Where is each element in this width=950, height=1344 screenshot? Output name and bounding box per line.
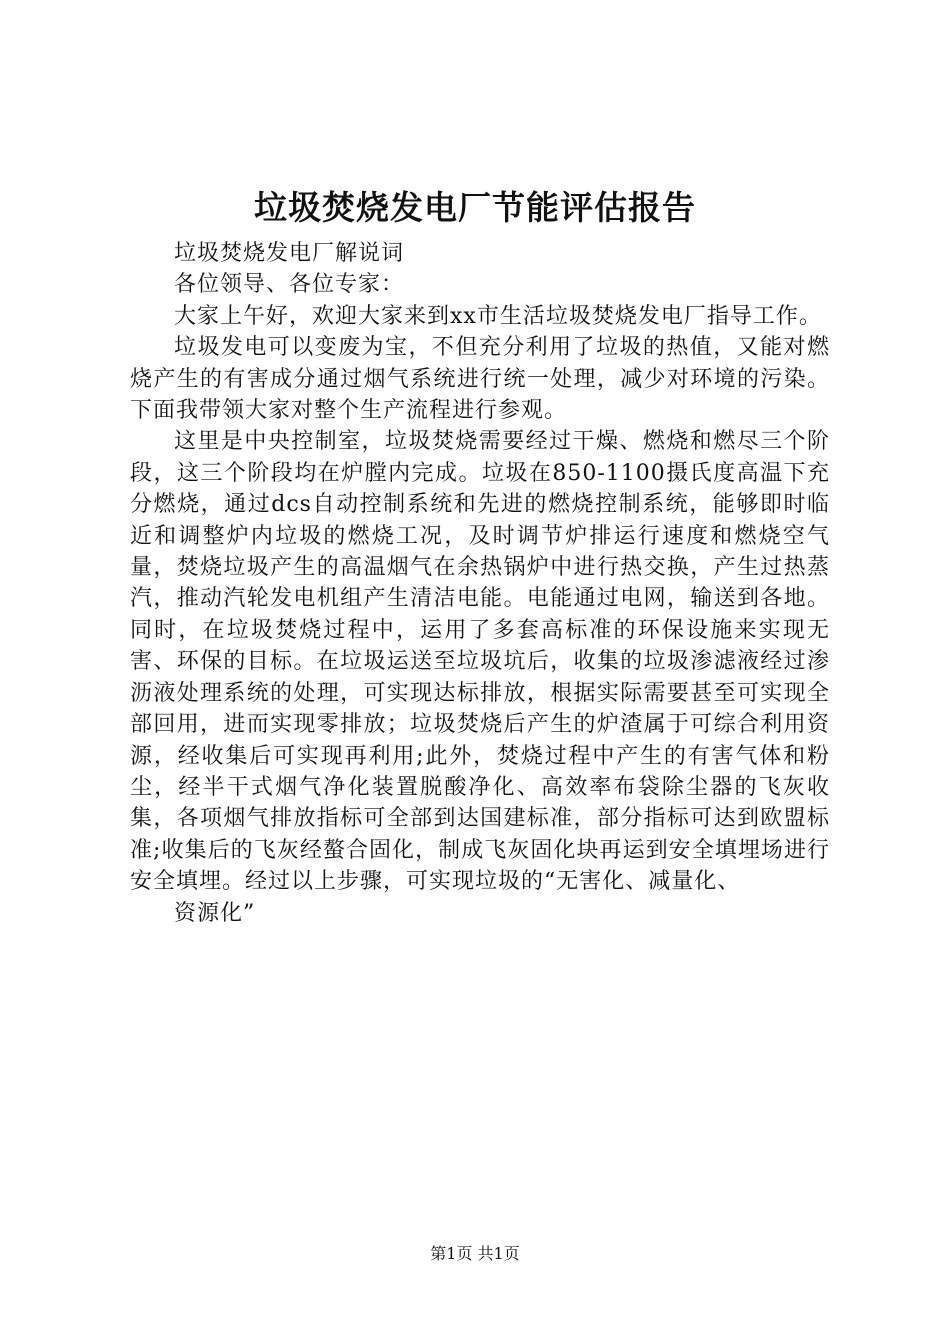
document-body <box>130 238 830 929</box>
paragraph-intro: 垃圾发电可以变废为宝，不但充分利用了垃圾的热值，又能对燃烧产生的有害成分通过烟气系统进行统一处理，减少对环境的污染。下面我带领大家对整个生产流程进行参观。 <box>130 335 830 424</box>
paragraph-subtitle: 垃圾焚烧发电厂解说词 <box>174 241 405 266</box>
paragraph-welcome: 大家上午好，欢迎大家来到xx市生活垃圾焚烧发电厂指导工作。 <box>174 303 822 329</box>
document-title: 垃圾焚烧发电厂节能评估报告 <box>254 188 696 227</box>
paragraph-greeting: 各位领导、各位专家： <box>174 272 405 298</box>
paragraph-closing: 资源化” <box>174 900 256 926</box>
paragraph-control-room: 这里是中央控制室，垃圾焚烧需要经过干燥、燃烧和燃尽三个阶段，这三个阶段均在炉膛内完成。垃圾在850-1100摄氏度高温下充分燃烧，通过dcs自动控制系统和先进的燃烧控制系统，能够即时临近和调整炉内垃圾的燃烧工况，及时调节炉排运行速度和燃烧空气量，焚烧垃圾产生的高温烟气在余热锅炉中进行热交换，产生过热蒸汽，推动汽轮发电机组产生清洁电能。电能通过电网，输送到各地。同时，在垃圾焚烧过程中，运用了多套高标准的环保设施来实现无害、环保的目标。在垃圾运送至垃圾坑后，收集的垃圾渗滤液经过渗沥液处理系统的处理，可实现达标排放，根据实际需要甚至可实现全部回用，进而实现零排放；垃圾焚烧后产生的炉渣属于可综合利用资源，经收集后可实现再利用;此外，焚烧过程中产生的有害气体和粉尘，经半干式烟气净化装置脱酸净化、高效率布袋除尘器的飞灰收集，各项烟气排放指标可全部到达国建标准，部分指标可达到欧盟标准;收集后的飞灰经螯合固化，制成飞灰固化块再运到安全填埋场进行安全填埋。经过以上步骤，可实现垃圾的“无害化、减量化、 <box>130 429 830 895</box>
page-footer: 第1页 共1页 <box>430 1244 520 1263</box>
